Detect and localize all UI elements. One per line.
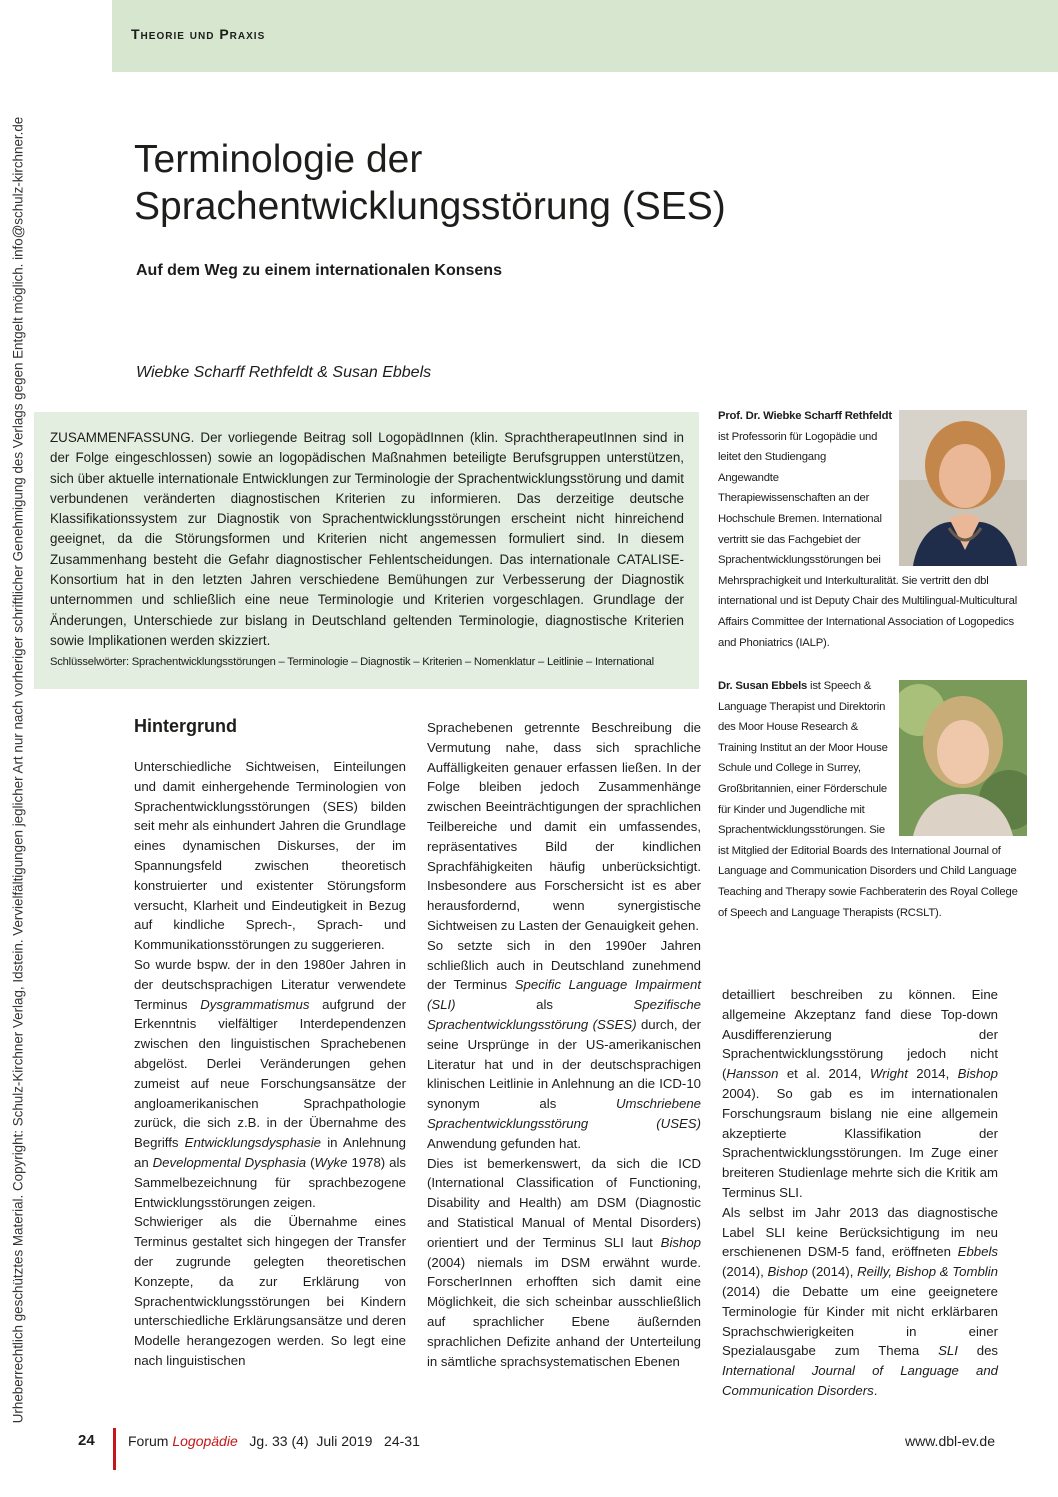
bio-rethfeldt	[718, 406, 1018, 653]
bio-ebbels-name: Dr. Susan Ebbels	[718, 680, 808, 692]
bio-ebbels	[718, 676, 1018, 923]
paragraph: Dies ist bemerkenswert, da sich die ICD (International Classification of Functioning, Disability and Health) am DSM (Diagnostic and Statistical Manual of Mental Disorders) orientiert und der Terminus SLI laut Bishop (2004) niemals im DSM erwähnt wurde. ForscherInnen erhofften sich damit eine Möglichkeit, die sich scheinbar ausschließlich auf sprachlicher Ebene äußernden sprachlichen Defizite anhand der Unterteilung in sämtliche sprachsystematischen Ebenen	[427, 1155, 701, 1369]
paragraph: Schwieriger als die Übernahme eines Terminus gestaltet sich hingegen der Transfer der zugrunde gelegten theoretischen Konzepte, da zur Erklärung von Sprachentwicklungsstörungen bei Kindern unterschiedliche Erklärungsansätze und deren Modelle herangezogen werden. So legt eine nach linguistischen	[134, 1214, 406, 1368]
journal-name: Forum	[128, 1433, 169, 1449]
bio-rethfeldt-text: ist Professorin für Logopädie und leitet den Studiengang Angewandte Therapiewissenschaften an der Hochschule Bremen. International vertritt sie das Fachgebiet der Sprachentwicklungsstörungen bei Mehrsprachigkeit und Interkulturalität. Sie vertritt den dbl international und ist Deputy Chair des Multilingual-Multicultural Affairs Committee der International Association of Logopedics and Phoniatrics (IALP).	[718, 430, 1018, 649]
paragraph: Unterschiedliche Sichtweisen, Einteilungen und damit einhergehende Terminologien von Sprachentwicklungsstörungen (SES) bilden seit mehr als einhundert Jahren die Grundlage eines dynamischen Diskurses, der im Spannungsfeld zwischen theoretisch konstruierter und existenter Störungsform versucht, Klarheit und Eindeutigkeit in Bezug auf kindliche Sprech-, Sprach- und Kommunikationsstörungen zu suggerieren.	[134, 759, 406, 953]
paragraph: Als selbst im Jahr 2013 das diagnostische Label SLI keine Berücksichtigung im neu erschienenen DSM-5 fand, eröffneten Ebbels (2014), Bishop (2014), Reilly, Bishop & Tomblin (2014) die Debatte um eine geeignetere Terminologie für Kinder mit nicht erklärbaren Sprachschwierigkeiten in einer Spezialausgabe zum Thema SLI des International Journal of Language and Communication Disorders.	[722, 1204, 998, 1398]
section-heading-background: Hintergrund	[134, 716, 237, 736]
bio-ebbels-text: ist Speech & Language Therapist und Direktorin des Moor House Research & Training Institut an der Moor House Schule und College in Surrey, Großbritannien, einer Förderschule für Kinder und Jugendliche mit Sprachentwicklungsstörungen. Sie ist Mitglied der Editorial Boards des International Journal of Language and Communication Disorders und Child Language Teaching and Therapy sowie Fachberaterin des Royal College of Speech and Language Therapists (RCSLT).	[718, 680, 1018, 919]
copyright-text: Urheberrechtlich geschütztes Material. Copyright: Schulz-Kirchner Verlag, Idstein. Vervielfältigungen jeglicher Art nur nach vorheriger schriftlicher Genehmigung des Verlags gegen Entgelt möglich. info@schulz-kirchner.de	[10, 116, 26, 1424]
section-label: Theorie und Praxis	[131, 26, 266, 42]
paragraph: Sprachebenen getrennte Beschreibung die Vermutung nahe, dass sich sprachliche Auffälligkeiten genauer erfassen ließen. In der Folge bleiben jedoch Zusammenhänge zwischen Beeinträchtigungen der sprachlichen Teilbereiche und damit ein umfassendes, repräsentatives Bild der kindlichen Sprachfähigkeiten häufig unberücksichtigt. Insbesondere aus Forschersicht ist es aber herausfordernd, wenn synergistische Sichtweisen zu Lasten der Genauigkeit gehen.	[427, 720, 701, 933]
side-copyright-notice	[4, 60, 32, 1480]
footer-divider	[113, 1428, 116, 1470]
footer-url: www.dbl-ev.de	[905, 1433, 996, 1449]
article-subtitle: Auf dem Weg zu einem internationalen Konsens	[136, 262, 502, 279]
issue-info: Jg. 33 (4) Juli 2019 24-31	[249, 1433, 420, 1449]
paragraph: detailliert beschreiben zu können. Eine allgemeine Akzeptanz fand diese Top-down Ausdifferenzierung der Sprachentwicklungsstörung jedoch nicht (Hansson et al. 2014, Wright 2014, Bishop 2004). So gab es im internationalen Forschungsraum bislang nie eine allgemein akzeptierte Klassifikation der Sprachentwicklungsstörungen. Im Zuge einer breiteren Studienlage mehrte sich die Kritik am Terminus SLI.	[722, 987, 998, 1200]
abstract-text: ZUSAMMENFASSUNG. Der vorliegende Beitrag soll LogopädInnen (klin. SprachtherapeutInnen sind in der Folge eingeschlossen) sowie an logopädischen Maßnahmen beteiligte Berufsgruppen unterstützen, sich über aktuelle internationale Entwicklungen zur Terminologie der Sprachentwicklungsstörung und damit verbundenen veränderten diagnostischen Kriterien zu informieren. Das derzeitige deutsche Klassifikationssystem zur Diagnostik von Sprachentwicklungsstörungen erscheint nicht hinreichend geeignet, da die Störungsformen und Kriterien nicht angemessen formuliert sind. In diesem Zusammenhang besteht die Gefahr diagnostischer Fehlentscheidungen. Das internationale CATALISE-Konsortium hat in den letzten Jahren verschiedene Bemühungen zur Verbesserung der Diagnostik unternommen und schließlich eine neue Terminologie und Kriterien vorgeschlagen. Grundlage der Änderungen, Unterschiede zur bislang in Deutschland geltenden Terminologie, diagnostische Kriterien sowie Implikationen werden skizziert.	[50, 430, 684, 648]
journal-logo-text: Logopädie	[172, 1433, 238, 1449]
article-authors: Wiebke Scharff Rethfeldt & Susan Ebbels	[136, 364, 432, 381]
title-line-1: Terminologie der	[134, 138, 423, 181]
paragraph: So setzte sich in den 1990er Jahren schließlich auch in Deutschland zunehmend der Terminus Specific Language Impairment (SLI) als Spezifische Sprachentwicklungsstörung (SSES) durch, der seine Ursprünge in der US-amerikanischen Literatur hat und in der deutschsprachigen klinischen Leitlinie in Anlehnung an die ICD-10 synonym als Umschriebene Sprachentwicklungsstörung (USES) Anwendung gefunden hat.	[427, 937, 701, 1151]
article-title	[134, 136, 834, 230]
bio-rethfeldt-name: Prof. Dr. Wiebke Scharff Rethfeldt	[718, 410, 892, 422]
paragraph: So wurde bspw. der in den 1980er Jahren in der deutschsprachigen Literatur verwendete Terminus Dysgrammatismus aufgrund der Erkenntnis vielfältiger Interdependenzen zwischen den linguistischen Sprachebenen abgelöst. Derlei Veränderungen gehen zumeist auf neue Forschungsansätze der angloamerikanischen Sprachpathologie zurück, die sich z.B. in der Übernahme des Begriffs Entwicklungsdysphasie in Anlehnung an Developmental Dysphasia (Wyke 1978) als Sammelbezeichnung für sprachbezogene Entwicklungsstörungen zeigen.	[134, 956, 406, 1210]
body-column-1	[134, 757, 406, 1371]
title-line-2: Sprachentwicklungsstörung (SES)	[134, 185, 726, 228]
body-column-2	[427, 718, 701, 1371]
body-column-3	[722, 985, 998, 1401]
footer-journal-info	[128, 1433, 420, 1449]
page-number: 24	[78, 1432, 95, 1449]
keywords-line: Schlüsselwörter: Sprachentwicklungsstörungen – Terminologie – Diagnostik – Kriterien – Nomenklatur – Leitlinie – International	[50, 656, 654, 668]
